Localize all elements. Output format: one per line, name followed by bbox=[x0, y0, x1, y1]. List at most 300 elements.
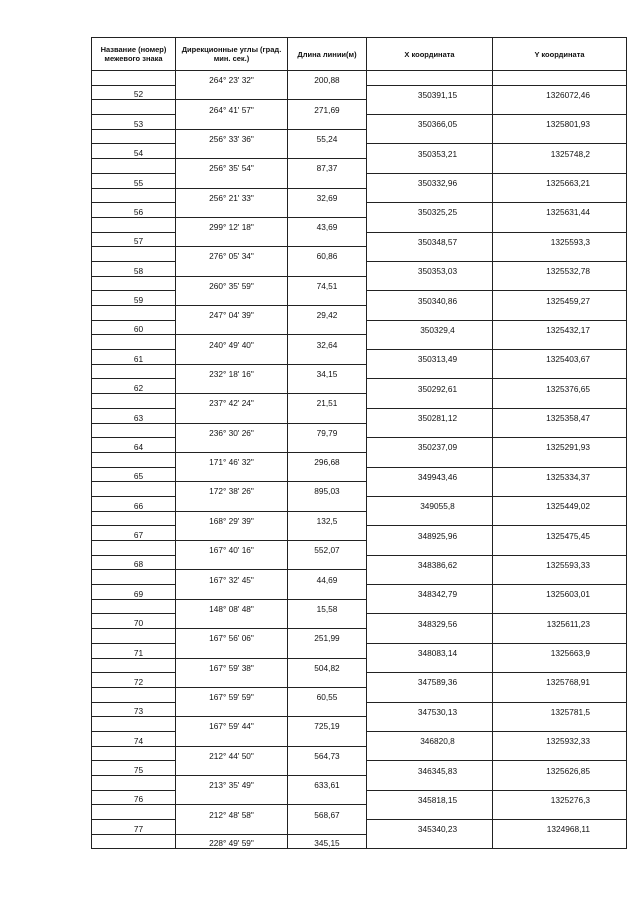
x-coordinate-cell bbox=[367, 805, 493, 820]
y-coordinate-cell bbox=[493, 159, 627, 174]
point-name-cell bbox=[92, 511, 176, 526]
x-coordinate-cell: 350313,49 bbox=[367, 350, 493, 365]
y-coordinate-cell bbox=[493, 247, 627, 262]
line-row bbox=[92, 541, 627, 556]
point-name-cell: 60 bbox=[92, 320, 176, 335]
direction-angle-cell bbox=[176, 790, 288, 805]
y-coordinate-cell: 1325532,78 bbox=[493, 261, 627, 276]
point-name-cell: 62 bbox=[92, 379, 176, 394]
y-coordinate-cell: 1325631,44 bbox=[493, 203, 627, 218]
direction-angle-cell: 172° 38' 26" bbox=[176, 482, 288, 497]
point-name-cell bbox=[92, 717, 176, 732]
line-row bbox=[92, 599, 627, 614]
y-coordinate-cell: 1325593,33 bbox=[493, 555, 627, 570]
point-name-cell: 54 bbox=[92, 144, 176, 159]
header-y-coordinate: Y координата bbox=[493, 38, 627, 71]
line-length-cell bbox=[288, 115, 367, 130]
line-length-cell bbox=[288, 144, 367, 159]
y-coordinate-cell bbox=[493, 805, 627, 820]
table-header-row bbox=[92, 38, 627, 71]
line-row bbox=[92, 394, 627, 409]
line-length-cell: 34,15 bbox=[288, 364, 367, 379]
line-length-cell bbox=[288, 555, 367, 570]
direction-angle-cell: 276° 05' 34" bbox=[176, 247, 288, 262]
line-length-cell: 271,69 bbox=[288, 100, 367, 115]
point-row bbox=[92, 379, 627, 394]
y-coordinate-cell: 1325593,3 bbox=[493, 232, 627, 247]
line-length-cell bbox=[288, 702, 367, 717]
direction-angle-cell: 247° 04' 39" bbox=[176, 306, 288, 321]
point-name-cell bbox=[92, 217, 176, 232]
direction-angle-cell bbox=[176, 408, 288, 423]
line-row bbox=[92, 658, 627, 673]
line-length-cell bbox=[288, 585, 367, 600]
point-name-cell: 64 bbox=[92, 438, 176, 453]
y-coordinate-cell: 1325663,21 bbox=[493, 173, 627, 188]
line-row bbox=[92, 776, 627, 791]
x-coordinate-cell bbox=[367, 71, 493, 86]
direction-angle-cell bbox=[176, 731, 288, 746]
x-coordinate-cell: 348342,79 bbox=[367, 585, 493, 600]
y-coordinate-cell: 1324968,11 bbox=[493, 820, 627, 835]
y-coordinate-cell bbox=[493, 100, 627, 115]
y-coordinate-cell: 1325768,91 bbox=[493, 673, 627, 688]
point-name-cell: 67 bbox=[92, 526, 176, 541]
x-coordinate-cell bbox=[367, 452, 493, 467]
line-row bbox=[92, 247, 627, 262]
point-name-cell: 71 bbox=[92, 643, 176, 658]
line-length-cell: 21,51 bbox=[288, 394, 367, 409]
direction-angle-cell bbox=[176, 115, 288, 130]
point-name-cell: 52 bbox=[92, 85, 176, 100]
point-name-cell: 66 bbox=[92, 496, 176, 511]
direction-angle-cell: 167° 59' 44" bbox=[176, 717, 288, 732]
direction-angle-cell: 212° 48' 58" bbox=[176, 805, 288, 820]
line-length-cell bbox=[288, 320, 367, 335]
line-length-cell: 633,61 bbox=[288, 776, 367, 791]
line-length-cell bbox=[288, 790, 367, 805]
x-coordinate-cell bbox=[367, 776, 493, 791]
direction-angle-cell: 148° 08' 48" bbox=[176, 599, 288, 614]
point-name-cell bbox=[92, 687, 176, 702]
point-name-cell: 59 bbox=[92, 291, 176, 306]
direction-angle-cell bbox=[176, 85, 288, 100]
point-name-cell bbox=[92, 306, 176, 321]
y-coordinate-cell bbox=[493, 276, 627, 291]
line-length-cell: 200,88 bbox=[288, 71, 367, 86]
y-coordinate-cell bbox=[493, 217, 627, 232]
line-length-cell: 345,15 bbox=[288, 834, 367, 849]
x-coordinate-cell: 350366,05 bbox=[367, 115, 493, 130]
boundary-points-table bbox=[91, 37, 627, 849]
x-coordinate-cell: 350325,25 bbox=[367, 203, 493, 218]
table-body bbox=[92, 71, 627, 849]
direction-angle-cell bbox=[176, 438, 288, 453]
y-coordinate-cell: 1325449,02 bbox=[493, 496, 627, 511]
x-coordinate-cell: 347530,13 bbox=[367, 702, 493, 717]
x-coordinate-cell bbox=[367, 100, 493, 115]
x-coordinate-cell bbox=[367, 306, 493, 321]
line-row bbox=[92, 746, 627, 761]
y-coordinate-cell: 1325626,85 bbox=[493, 761, 627, 776]
point-name-cell: 70 bbox=[92, 614, 176, 629]
y-coordinate-cell bbox=[493, 306, 627, 321]
point-row bbox=[92, 203, 627, 218]
point-row bbox=[92, 790, 627, 805]
y-coordinate-cell bbox=[493, 629, 627, 644]
point-row bbox=[92, 526, 627, 541]
x-coordinate-cell: 345818,15 bbox=[367, 790, 493, 805]
line-length-cell bbox=[288, 467, 367, 482]
line-row bbox=[92, 129, 627, 144]
y-coordinate-cell bbox=[493, 452, 627, 467]
point-name-cell bbox=[92, 247, 176, 262]
line-length-cell bbox=[288, 232, 367, 247]
point-name-cell bbox=[92, 364, 176, 379]
direction-angle-cell: 260° 35' 59" bbox=[176, 276, 288, 291]
line-length-cell bbox=[288, 203, 367, 218]
point-name-cell bbox=[92, 629, 176, 644]
line-length-cell: 895,03 bbox=[288, 482, 367, 497]
y-coordinate-cell bbox=[493, 776, 627, 791]
direction-angle-cell bbox=[176, 291, 288, 306]
direction-angle-cell bbox=[176, 673, 288, 688]
point-row bbox=[92, 232, 627, 247]
y-coordinate-cell bbox=[493, 746, 627, 761]
x-coordinate-cell: 350353,21 bbox=[367, 144, 493, 159]
direction-angle-cell: 228° 49' 59" bbox=[176, 834, 288, 849]
y-coordinate-cell: 1325781,5 bbox=[493, 702, 627, 717]
line-length-cell bbox=[288, 85, 367, 100]
direction-angle-cell: 212° 44' 50" bbox=[176, 746, 288, 761]
y-coordinate-cell bbox=[493, 599, 627, 614]
line-row bbox=[92, 306, 627, 321]
x-coordinate-cell bbox=[367, 834, 493, 849]
point-name-cell bbox=[92, 834, 176, 849]
y-coordinate-cell: 1325603,01 bbox=[493, 585, 627, 600]
line-length-cell bbox=[288, 438, 367, 453]
y-coordinate-cell: 1325932,33 bbox=[493, 731, 627, 746]
line-length-cell: 15,58 bbox=[288, 599, 367, 614]
x-coordinate-cell: 350391,15 bbox=[367, 85, 493, 100]
line-row bbox=[92, 452, 627, 467]
line-length-cell bbox=[288, 496, 367, 511]
x-coordinate-cell bbox=[367, 188, 493, 203]
point-name-cell: 75 bbox=[92, 761, 176, 776]
point-name-cell: 76 bbox=[92, 790, 176, 805]
point-name-cell bbox=[92, 805, 176, 820]
point-name-cell: 53 bbox=[92, 115, 176, 130]
y-coordinate-cell bbox=[493, 482, 627, 497]
point-name-cell bbox=[92, 423, 176, 438]
y-coordinate-cell: 1326072,46 bbox=[493, 85, 627, 100]
x-coordinate-cell bbox=[367, 129, 493, 144]
x-coordinate-cell bbox=[367, 511, 493, 526]
line-length-cell bbox=[288, 261, 367, 276]
point-name-cell: 63 bbox=[92, 408, 176, 423]
line-length-cell: 725,19 bbox=[288, 717, 367, 732]
line-length-cell: 43,69 bbox=[288, 217, 367, 232]
y-coordinate-cell: 1325403,67 bbox=[493, 350, 627, 365]
line-row bbox=[92, 717, 627, 732]
direction-angle-cell bbox=[176, 173, 288, 188]
point-name-cell: 68 bbox=[92, 555, 176, 570]
point-name-cell bbox=[92, 100, 176, 115]
point-row bbox=[92, 467, 627, 482]
line-length-cell bbox=[288, 350, 367, 365]
direction-angle-cell bbox=[176, 261, 288, 276]
line-length-cell: 296,68 bbox=[288, 452, 367, 467]
line-length-cell: 44,69 bbox=[288, 570, 367, 585]
x-coordinate-cell bbox=[367, 629, 493, 644]
x-coordinate-cell bbox=[367, 159, 493, 174]
point-name-cell bbox=[92, 776, 176, 791]
header-line-length: Длина линии(м) bbox=[288, 38, 367, 71]
x-coordinate-cell: 350353,03 bbox=[367, 261, 493, 276]
direction-angle-cell: 256° 35' 54" bbox=[176, 159, 288, 174]
x-coordinate-cell: 348329,56 bbox=[367, 614, 493, 629]
x-coordinate-cell bbox=[367, 423, 493, 438]
x-coordinate-cell bbox=[367, 217, 493, 232]
line-length-cell bbox=[288, 673, 367, 688]
header-point-name: Название (номер) межевого знака bbox=[92, 38, 176, 71]
line-length-cell: 552,07 bbox=[288, 541, 367, 556]
direction-angle-cell bbox=[176, 467, 288, 482]
line-row bbox=[92, 629, 627, 644]
y-coordinate-cell: 1325276,3 bbox=[493, 790, 627, 805]
line-length-cell: 79,79 bbox=[288, 423, 367, 438]
y-coordinate-cell bbox=[493, 335, 627, 350]
y-coordinate-cell bbox=[493, 834, 627, 849]
y-coordinate-cell bbox=[493, 541, 627, 556]
y-coordinate-cell: 1325801,93 bbox=[493, 115, 627, 130]
direction-angle-cell: 167° 56' 06" bbox=[176, 629, 288, 644]
direction-angle-cell: 264° 41' 57" bbox=[176, 100, 288, 115]
y-coordinate-cell: 1325432,17 bbox=[493, 320, 627, 335]
line-length-cell bbox=[288, 408, 367, 423]
point-row bbox=[92, 115, 627, 130]
point-name-cell bbox=[92, 599, 176, 614]
x-coordinate-cell bbox=[367, 717, 493, 732]
line-row bbox=[92, 71, 627, 86]
direction-angle-cell bbox=[176, 350, 288, 365]
point-row bbox=[92, 643, 627, 658]
line-length-cell: 60,55 bbox=[288, 687, 367, 702]
point-name-cell bbox=[92, 71, 176, 86]
x-coordinate-cell bbox=[367, 687, 493, 702]
y-coordinate-cell bbox=[493, 687, 627, 702]
y-coordinate-cell: 1325475,45 bbox=[493, 526, 627, 541]
x-coordinate-cell: 350237,09 bbox=[367, 438, 493, 453]
point-row bbox=[92, 320, 627, 335]
point-name-cell bbox=[92, 335, 176, 350]
y-coordinate-cell bbox=[493, 188, 627, 203]
point-row bbox=[92, 731, 627, 746]
point-name-cell bbox=[92, 746, 176, 761]
point-name-cell: 69 bbox=[92, 585, 176, 600]
point-row bbox=[92, 555, 627, 570]
x-coordinate-cell: 348925,96 bbox=[367, 526, 493, 541]
y-coordinate-cell bbox=[493, 658, 627, 673]
direction-angle-cell: 167° 59' 59" bbox=[176, 687, 288, 702]
x-coordinate-cell: 348386,62 bbox=[367, 555, 493, 570]
line-row bbox=[92, 687, 627, 702]
x-coordinate-cell: 350292,61 bbox=[367, 379, 493, 394]
y-coordinate-cell bbox=[493, 717, 627, 732]
point-name-cell bbox=[92, 482, 176, 497]
point-row bbox=[92, 585, 627, 600]
line-length-cell bbox=[288, 731, 367, 746]
direction-angle-cell: 167° 59' 38" bbox=[176, 658, 288, 673]
y-coordinate-cell bbox=[493, 129, 627, 144]
x-coordinate-cell bbox=[367, 276, 493, 291]
point-row bbox=[92, 173, 627, 188]
direction-angle-cell bbox=[176, 320, 288, 335]
direction-angle-cell: 256° 21' 33" bbox=[176, 188, 288, 203]
direction-angle-cell: 236° 30' 26" bbox=[176, 423, 288, 438]
point-name-cell bbox=[92, 188, 176, 203]
line-length-cell: 32,69 bbox=[288, 188, 367, 203]
line-row bbox=[92, 482, 627, 497]
x-coordinate-cell: 349055,8 bbox=[367, 496, 493, 511]
point-name-cell: 56 bbox=[92, 203, 176, 218]
x-coordinate-cell bbox=[367, 599, 493, 614]
point-row bbox=[92, 438, 627, 453]
direction-angle-cell: 213° 35' 49" bbox=[176, 776, 288, 791]
direction-angle-cell bbox=[176, 761, 288, 776]
line-row bbox=[92, 217, 627, 232]
y-coordinate-cell bbox=[493, 364, 627, 379]
line-length-cell bbox=[288, 173, 367, 188]
point-name-cell: 57 bbox=[92, 232, 176, 247]
x-coordinate-cell bbox=[367, 746, 493, 761]
point-row bbox=[92, 291, 627, 306]
direction-angle-cell bbox=[176, 585, 288, 600]
line-length-cell bbox=[288, 614, 367, 629]
point-name-cell: 65 bbox=[92, 467, 176, 482]
y-coordinate-cell bbox=[493, 394, 627, 409]
y-coordinate-cell bbox=[493, 570, 627, 585]
x-coordinate-cell bbox=[367, 335, 493, 350]
x-coordinate-cell: 350348,57 bbox=[367, 232, 493, 247]
direction-angle-cell: 240° 49' 40" bbox=[176, 335, 288, 350]
direction-angle-cell bbox=[176, 614, 288, 629]
point-name-cell bbox=[92, 570, 176, 585]
header-x-coordinate: X координата bbox=[367, 38, 493, 71]
x-coordinate-cell bbox=[367, 364, 493, 379]
point-name-cell bbox=[92, 452, 176, 467]
point-name-cell: 73 bbox=[92, 702, 176, 717]
line-row bbox=[92, 364, 627, 379]
line-length-cell: 568,67 bbox=[288, 805, 367, 820]
direction-angle-cell: 167° 40' 16" bbox=[176, 541, 288, 556]
line-row bbox=[92, 423, 627, 438]
direction-angle-cell: 171° 46' 32" bbox=[176, 452, 288, 467]
point-row bbox=[92, 261, 627, 276]
x-coordinate-cell bbox=[367, 658, 493, 673]
x-coordinate-cell: 350340,86 bbox=[367, 291, 493, 306]
point-name-cell: 61 bbox=[92, 350, 176, 365]
line-length-cell: 504,82 bbox=[288, 658, 367, 673]
line-row bbox=[92, 805, 627, 820]
y-coordinate-cell bbox=[493, 423, 627, 438]
direction-angle-cell bbox=[176, 379, 288, 394]
line-length-cell: 564,73 bbox=[288, 746, 367, 761]
point-name-cell: 72 bbox=[92, 673, 176, 688]
direction-angle-cell: 264° 23' 32" bbox=[176, 71, 288, 86]
point-name-cell: 58 bbox=[92, 261, 176, 276]
y-coordinate-cell: 1325358,47 bbox=[493, 408, 627, 423]
line-length-cell: 29,42 bbox=[288, 306, 367, 321]
point-name-cell: 77 bbox=[92, 820, 176, 835]
direction-angle-cell bbox=[176, 643, 288, 658]
direction-angle-cell: 299° 12' 18" bbox=[176, 217, 288, 232]
direction-angle-cell bbox=[176, 496, 288, 511]
x-coordinate-cell: 346345,83 bbox=[367, 761, 493, 776]
header-direction-angle: Дирекционные углы (град. мин. сек.) bbox=[176, 38, 288, 71]
line-length-cell: 132,5 bbox=[288, 511, 367, 526]
point-row bbox=[92, 761, 627, 776]
y-coordinate-cell: 1325376,65 bbox=[493, 379, 627, 394]
direction-angle-cell bbox=[176, 555, 288, 570]
line-row bbox=[92, 570, 627, 585]
x-coordinate-cell bbox=[367, 394, 493, 409]
direction-angle-cell bbox=[176, 820, 288, 835]
y-coordinate-cell: 1325663,9 bbox=[493, 643, 627, 658]
line-length-cell: 32,64 bbox=[288, 335, 367, 350]
line-row bbox=[92, 834, 627, 849]
direction-angle-cell bbox=[176, 203, 288, 218]
x-coordinate-cell: 349943,46 bbox=[367, 467, 493, 482]
direction-angle-cell: 237° 42' 24" bbox=[176, 394, 288, 409]
line-length-cell bbox=[288, 761, 367, 776]
point-row bbox=[92, 144, 627, 159]
point-name-cell: 74 bbox=[92, 731, 176, 746]
y-coordinate-cell bbox=[493, 511, 627, 526]
x-coordinate-cell bbox=[367, 570, 493, 585]
x-coordinate-cell: 347589,36 bbox=[367, 673, 493, 688]
point-name-cell bbox=[92, 394, 176, 409]
y-coordinate-cell: 1325334,37 bbox=[493, 467, 627, 482]
line-length-cell: 87,37 bbox=[288, 159, 367, 174]
line-row bbox=[92, 100, 627, 115]
line-row bbox=[92, 159, 627, 174]
line-row bbox=[92, 276, 627, 291]
y-coordinate-cell bbox=[493, 71, 627, 86]
line-length-cell: 74,51 bbox=[288, 276, 367, 291]
line-row bbox=[92, 335, 627, 350]
point-name-cell bbox=[92, 159, 176, 174]
line-length-cell: 251,99 bbox=[288, 629, 367, 644]
line-length-cell bbox=[288, 526, 367, 541]
x-coordinate-cell: 348083,14 bbox=[367, 643, 493, 658]
point-row bbox=[92, 614, 627, 629]
line-length-cell bbox=[288, 291, 367, 306]
x-coordinate-cell: 350332,96 bbox=[367, 173, 493, 188]
line-row bbox=[92, 188, 627, 203]
x-coordinate-cell bbox=[367, 541, 493, 556]
point-row bbox=[92, 408, 627, 423]
point-name-cell: 55 bbox=[92, 173, 176, 188]
y-coordinate-cell: 1325291,93 bbox=[493, 438, 627, 453]
x-coordinate-cell: 346820,8 bbox=[367, 731, 493, 746]
point-row bbox=[92, 350, 627, 365]
direction-angle-cell bbox=[176, 526, 288, 541]
line-row bbox=[92, 511, 627, 526]
point-name-cell bbox=[92, 276, 176, 291]
y-coordinate-cell: 1325459,27 bbox=[493, 291, 627, 306]
point-row bbox=[92, 85, 627, 100]
